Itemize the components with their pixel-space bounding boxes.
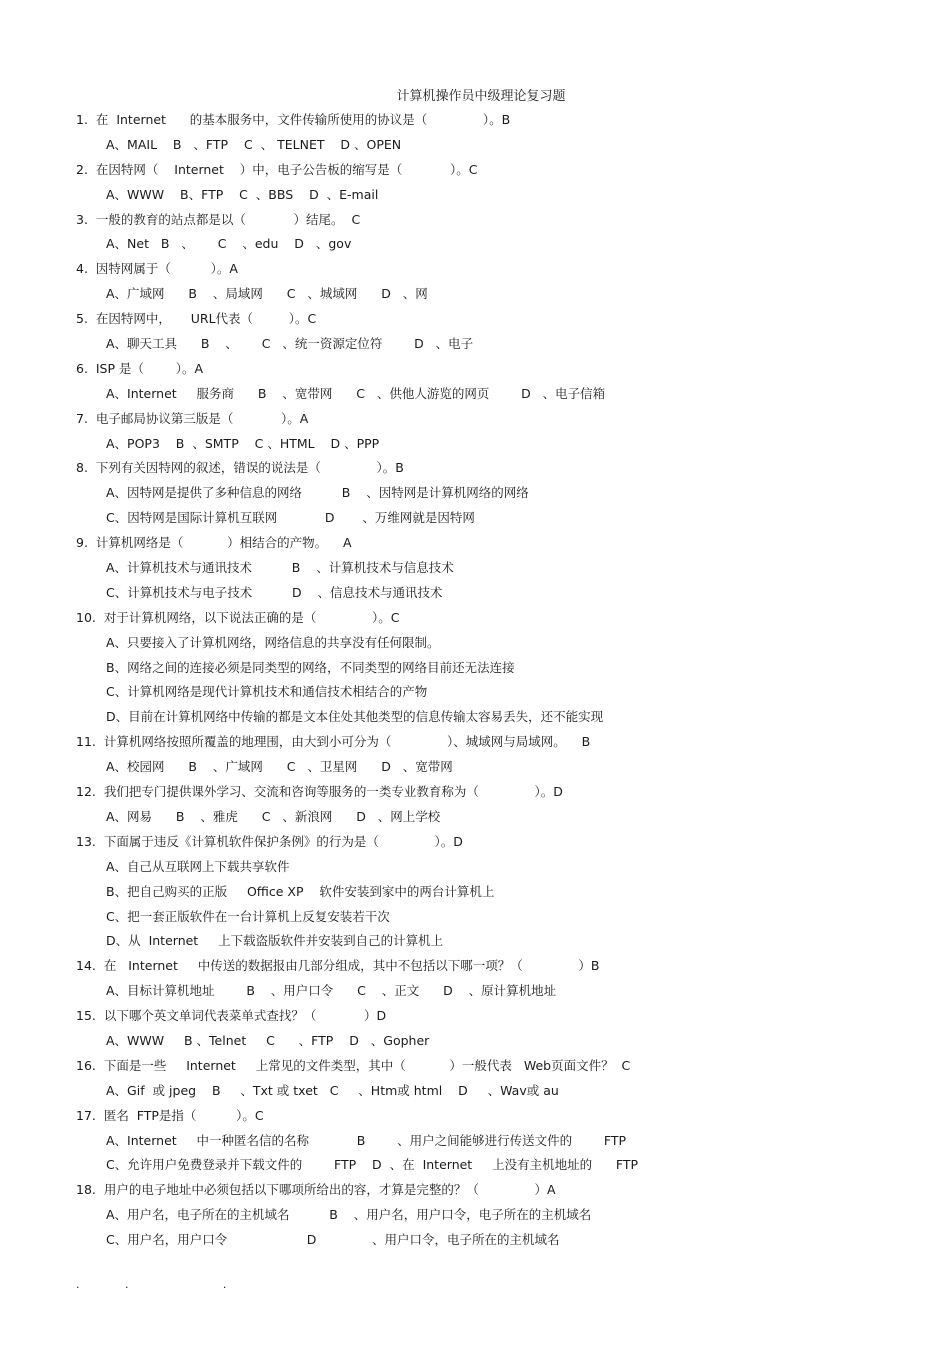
- question-text: 12. 我们把专门提供课外学习、交流和咨询等服务的一类专业教育称为（ ）。D: [76, 784, 563, 800]
- answer-options: D、目前在计算机网络中传输的都是文本住处其他类型的信息传输太容易丢失，还不能实现: [106, 709, 604, 725]
- answer-options: A、MAIL B 、FTP C 、 TELNET D 、OPEN: [106, 136, 402, 152]
- answer-options: D、从 Internet 上下载盗版软件并安装到自己的计算机上: [106, 933, 444, 949]
- answer-options: A、WWW B 、Telnet C 、FTP D 、Gopher: [106, 1032, 430, 1048]
- answer-options: A、Net B 、 C 、edu D 、gov: [106, 236, 352, 252]
- question-list: [76, 108, 639, 1253]
- answer-options: A、聊天工具 B 、 C 、统一资源定位符 D 、电子: [106, 336, 474, 352]
- answer-options: A、Gif 或 jpeg B 、Txt 或 txet C 、Htm或 html D 、Wav或 au: [106, 1082, 559, 1098]
- answer-options: A、Internet 服务商 B 、宽带网 C 、供他人游览的网页 D 、电子信箱: [106, 385, 606, 401]
- question-text: 9. 计算机网络是（ ）相结合的产物。 A: [76, 535, 352, 551]
- question-text: 18. 用户的电子地址中必须包括以下哪项所给出的容，才算是完整的？（ ）A: [76, 1182, 556, 1198]
- answer-options: B、把自己购买的正版 Office XP 软件安装到家中的两台计算机上: [106, 883, 495, 899]
- answer-options: A、计算机技术与通讯技术 B 、计算机技术与信息技术: [106, 560, 454, 576]
- answer-options: C、用户名，用户口令 D 、用户口令，电子所在的主机域名: [106, 1232, 560, 1248]
- answer-options: C、因特网是国际计算机互联网 D 、万维网就是因特网: [106, 510, 475, 526]
- answer-options: A、广域网 B 、局域网 C 、城域网 D 、网: [106, 286, 428, 302]
- answer-options: A、目标计算机地址 B 、用户口令 C 、正文 D 、原计算机地址: [106, 983, 557, 999]
- answer-options: A、网易 B 、雅虎 C 、新浪网 D 、网上学校: [106, 808, 441, 824]
- answer-options: A、只要接入了计算机网络，网络信息的共享没有任何限制。: [106, 634, 440, 650]
- question-text: 6. ISP 是（ ）。A: [76, 360, 204, 376]
- question-text: 15. 以下哪个英文单词代表菜单式查找？（ ）D: [76, 1008, 387, 1024]
- question-text: 1. 在 Internet 的基本服务中，文件传输所使用的协议是（ ）。B: [76, 112, 511, 127]
- answer-options: A、校园网 B 、广域网 C 、卫星网 D 、宽带网: [106, 759, 453, 775]
- question-text: 3. 一般的教育的站点都是以（ ）结尾。 C: [76, 211, 361, 227]
- answer-options: C、计算机技术与电子技术 D 、信息技术与通讯技术: [106, 584, 443, 600]
- question-text: 2. 在因特网（ Internet ）中，电子公告板的缩写是（ ）。C: [76, 161, 478, 177]
- question-text: 17. 匿名 FTP是指（ ）。C: [76, 1107, 264, 1123]
- question-text: 16. 下面是一些 Internet 上常见的文件类型，其中（ ）一般代表 Web页面文件？ C: [76, 1057, 631, 1073]
- question-text: 10. 对于计算机网络，以下说法正确的是（ ）。C: [76, 609, 400, 625]
- question-text: 5. 在因特网中， URL代表（ ）。C: [76, 311, 317, 327]
- question-text: 4. 因特网属于（ ）。A: [76, 261, 238, 277]
- answer-options: C、允许用户免费登录并下载文件的 FTP D 、在 Internet 上没有主机地址的 FTP: [106, 1157, 639, 1173]
- answer-options: A、自己从互联网上下载共享软件: [106, 858, 290, 874]
- question-text: 13. 下面属于违反《计算机软件保护条例》的行为是（ ）。D: [76, 833, 463, 849]
- answer-options: A、因特网是提供了多种信息的网络 B 、因特网是计算机网络的网络: [106, 485, 529, 501]
- question-text: 11. 计算机网络按照所覆盖的地理围，由大到小可分为（ ）、城域网与局域网。 B: [76, 734, 591, 750]
- answer-options: C、计算机网络是现代计算机技术和通信技术相结合的产物: [106, 684, 428, 700]
- answer-options: A、WWW B、FTP C 、BBS D 、E-mail: [106, 186, 379, 202]
- answer-options: B、网络之间的连接必须是同类型的网络，不同类型的网络目前还无法连接: [106, 659, 515, 675]
- question-text: 7. 电子邮局协议第三版是（ ）。A: [76, 410, 309, 426]
- question-text: 8. 下列有关因特网的叙述，错误的说法是（ ）。B: [76, 460, 404, 476]
- answer-options: A、Internet 中一种匿名信的名称 B 、用户之间能够进行传送文件的 FTP: [106, 1132, 627, 1148]
- answer-options: A、用户名，电子所在的主机域名 B 、用户名，用户口令，电子所在的主机域名: [106, 1207, 592, 1223]
- page-footer-dots: . . .: [76, 1278, 227, 1291]
- question-text: 14. 在 Internet 中传送的数据报由几部分组成，其中不包括以下哪一项？（ ）B: [76, 958, 600, 974]
- answer-options: C、把一套正版软件在一台计算机上反复安装若干次: [106, 908, 390, 924]
- answer-options: A、POP3 B 、SMTP C 、HTML D 、PPP: [106, 435, 380, 451]
- document-title: 计算机操作员中级理论复习题: [396, 89, 566, 104]
